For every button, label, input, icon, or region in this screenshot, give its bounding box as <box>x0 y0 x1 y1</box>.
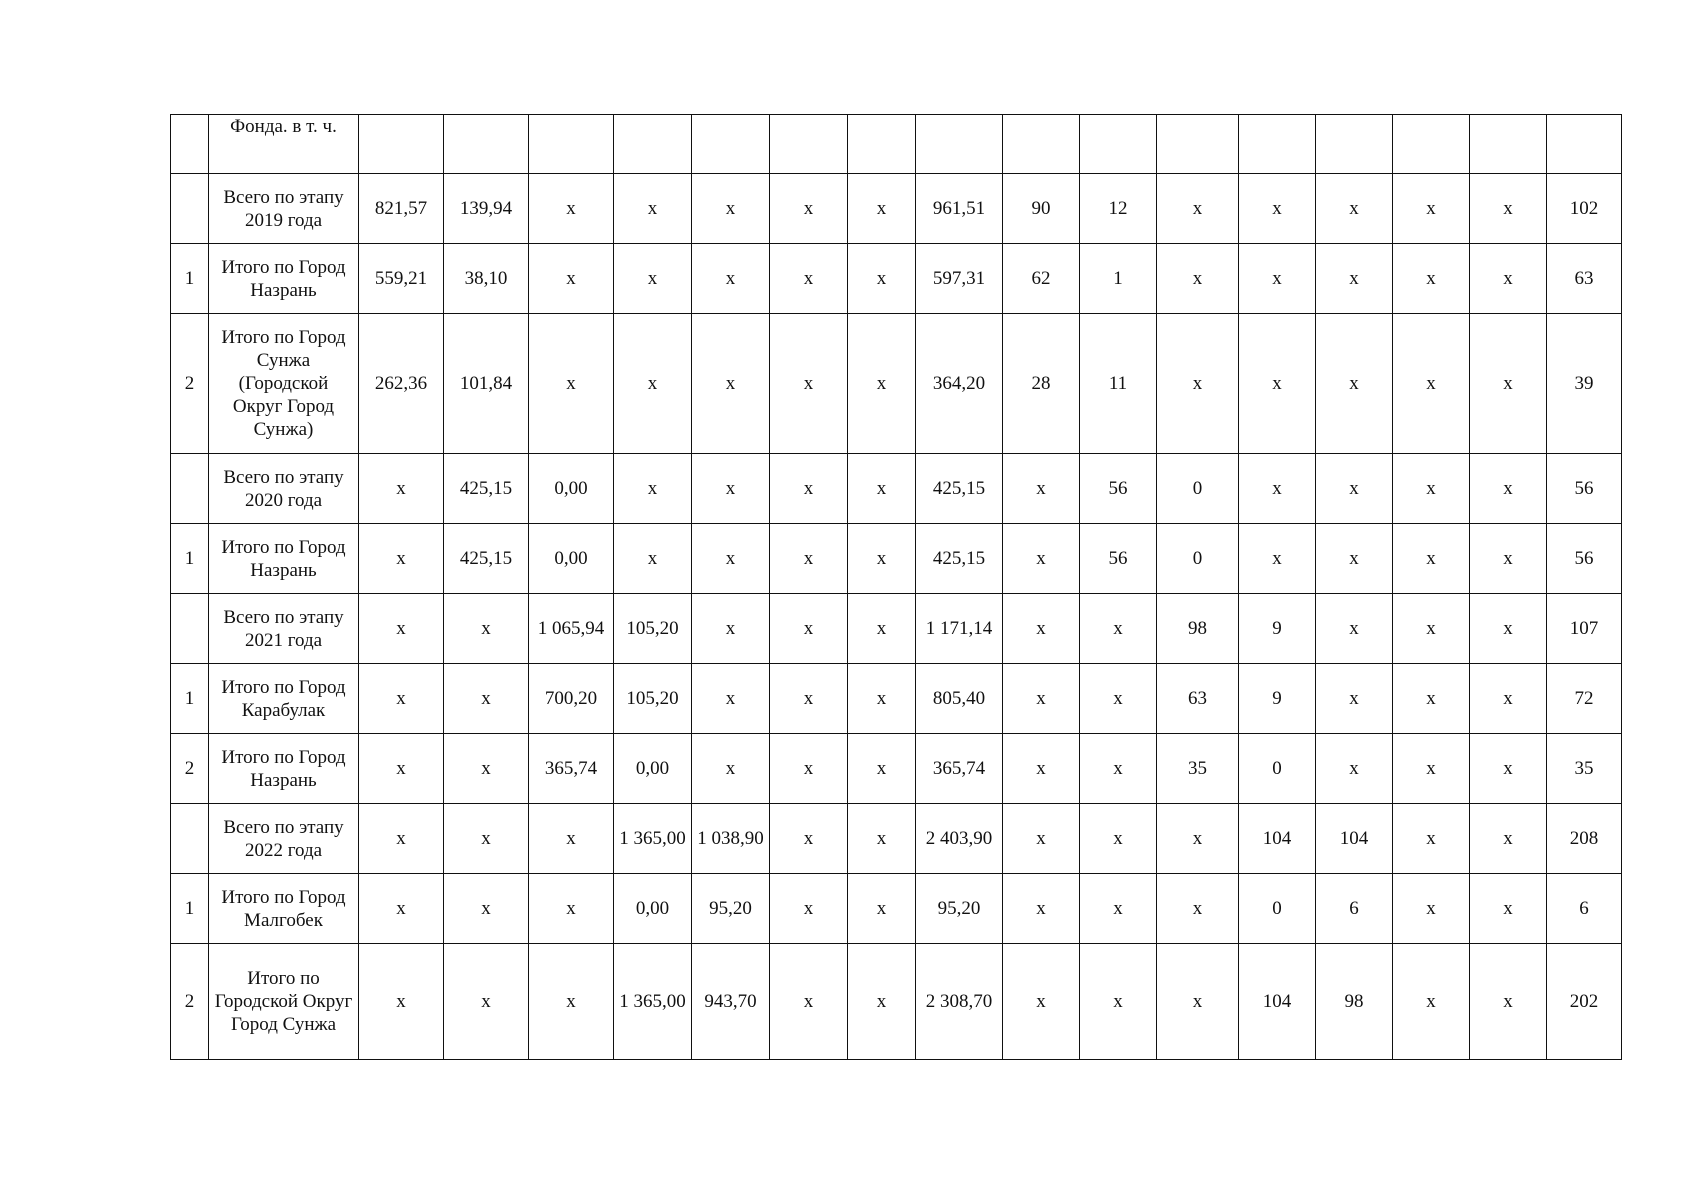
value-cell: 425,15 <box>444 454 529 524</box>
value-cell: x <box>359 874 444 944</box>
value-cell: x <box>1316 664 1393 734</box>
value-cell: x <box>1003 664 1080 734</box>
value-cell: 425,15 <box>916 454 1003 524</box>
row-name-cell: Всего по этапу 2020 года <box>209 454 359 524</box>
value-cell: x <box>1470 874 1547 944</box>
value-cell: 28 <box>1003 314 1080 454</box>
value-cell: x <box>444 944 529 1060</box>
table-body <box>171 115 1622 1060</box>
table-row <box>171 244 1622 314</box>
value-cell: 805,40 <box>916 664 1003 734</box>
table-row <box>171 944 1622 1060</box>
value-cell: 262,36 <box>359 314 444 454</box>
value-cell: x <box>770 734 848 804</box>
value-cell: x <box>1470 594 1547 664</box>
value-cell: x <box>692 174 770 244</box>
value-cell: x <box>770 174 848 244</box>
value-cell: x <box>1316 244 1393 314</box>
value-cell: x <box>1003 804 1080 874</box>
value-cell <box>1157 115 1239 174</box>
stage-total-row <box>171 804 1622 874</box>
row-name-cell: Всего по этапу 2022 года <box>209 804 359 874</box>
value-cell: x <box>692 594 770 664</box>
value-cell <box>916 115 1003 174</box>
value-cell: x <box>1316 734 1393 804</box>
value-cell: x <box>770 664 848 734</box>
value-cell: 101,84 <box>444 314 529 454</box>
value-cell: 2 308,70 <box>916 944 1003 1060</box>
value-cell: x <box>692 454 770 524</box>
table-row <box>171 734 1622 804</box>
value-cell: x <box>1316 174 1393 244</box>
row-name-cell: Всего по этапу 2019 года <box>209 174 359 244</box>
value-cell: x <box>848 664 916 734</box>
value-cell: x <box>614 174 692 244</box>
value-cell: x <box>848 314 916 454</box>
value-cell: 700,20 <box>529 664 614 734</box>
value-cell: x <box>1003 734 1080 804</box>
table-row <box>171 874 1622 944</box>
row-number-cell: 2 <box>171 314 209 454</box>
value-cell: x <box>1393 664 1470 734</box>
value-cell: 63 <box>1547 244 1622 314</box>
value-cell: 365,74 <box>916 734 1003 804</box>
stage-total-row <box>171 174 1622 244</box>
value-cell: 105,20 <box>614 664 692 734</box>
value-cell: x <box>770 594 848 664</box>
value-cell: 35 <box>1547 734 1622 804</box>
value-cell: 95,20 <box>916 874 1003 944</box>
value-cell: x <box>1470 174 1547 244</box>
row-name-cell: Итого по Город Сунжа (Городской Округ Город Сунжа) <box>209 314 359 454</box>
value-cell: x <box>1393 734 1470 804</box>
value-cell: 425,15 <box>916 524 1003 594</box>
value-cell: 105,20 <box>614 594 692 664</box>
value-cell: x <box>444 594 529 664</box>
value-cell: x <box>1157 944 1239 1060</box>
value-cell: 6 <box>1547 874 1622 944</box>
value-cell: x <box>1157 244 1239 314</box>
stage-total-row <box>171 454 1622 524</box>
row-name-cell: Итого по Город Назрань <box>209 244 359 314</box>
value-cell: x <box>770 244 848 314</box>
row-name-cell: Итого по Городской Округ Город Сунжа <box>209 944 359 1060</box>
value-cell: 961,51 <box>916 174 1003 244</box>
value-cell: x <box>529 874 614 944</box>
value-cell <box>1547 115 1622 174</box>
value-cell: 104 <box>1239 804 1316 874</box>
value-cell: x <box>770 944 848 1060</box>
value-cell: 425,15 <box>444 524 529 594</box>
value-cell: x <box>1393 174 1470 244</box>
row-number-cell <box>171 454 209 524</box>
value-cell: 202 <box>1547 944 1622 1060</box>
value-cell: x <box>359 734 444 804</box>
value-cell: 1 365,00 <box>614 804 692 874</box>
value-cell: 104 <box>1239 944 1316 1060</box>
value-cell: x <box>1239 314 1316 454</box>
value-cell: x <box>1080 874 1157 944</box>
value-cell: 72 <box>1547 664 1622 734</box>
value-cell: 38,10 <box>444 244 529 314</box>
value-cell: x <box>1239 244 1316 314</box>
value-cell: 364,20 <box>916 314 1003 454</box>
value-cell: 0 <box>1157 454 1239 524</box>
value-cell: x <box>1393 524 1470 594</box>
row-number-cell: 1 <box>171 244 209 314</box>
value-cell <box>529 115 614 174</box>
value-cell <box>692 115 770 174</box>
value-cell: x <box>529 944 614 1060</box>
value-cell: 597,31 <box>916 244 1003 314</box>
value-cell: 2 403,90 <box>916 804 1003 874</box>
row-number-cell <box>171 115 209 174</box>
value-cell: 0,00 <box>614 874 692 944</box>
value-cell: x <box>614 454 692 524</box>
value-cell: x <box>770 314 848 454</box>
value-cell: x <box>1393 244 1470 314</box>
value-cell: x <box>848 734 916 804</box>
value-cell: x <box>444 664 529 734</box>
value-cell: x <box>848 244 916 314</box>
value-cell: x <box>770 524 848 594</box>
value-cell: 208 <box>1547 804 1622 874</box>
value-cell: x <box>692 734 770 804</box>
value-cell: 0,00 <box>614 734 692 804</box>
value-cell: 56 <box>1547 524 1622 594</box>
row-number-cell: 2 <box>171 944 209 1060</box>
value-cell <box>1393 115 1470 174</box>
row-number-cell: 1 <box>171 874 209 944</box>
row-number-cell: 1 <box>171 524 209 594</box>
value-cell <box>444 115 529 174</box>
value-cell: x <box>1157 804 1239 874</box>
value-cell: x <box>614 524 692 594</box>
value-cell: x <box>1393 454 1470 524</box>
table-row <box>171 664 1622 734</box>
value-cell <box>614 115 692 174</box>
value-cell: x <box>359 454 444 524</box>
value-cell <box>1003 115 1080 174</box>
value-cell: x <box>1393 314 1470 454</box>
value-cell <box>1470 115 1547 174</box>
value-cell: 95,20 <box>692 874 770 944</box>
value-cell: x <box>444 804 529 874</box>
value-cell <box>1239 115 1316 174</box>
value-cell <box>359 115 444 174</box>
value-cell: x <box>1470 944 1547 1060</box>
row-number-cell <box>171 594 209 664</box>
value-cell: x <box>1003 524 1080 594</box>
value-cell: x <box>1393 944 1470 1060</box>
value-cell: x <box>1080 664 1157 734</box>
value-cell: x <box>1316 594 1393 664</box>
value-cell: 0,00 <box>529 524 614 594</box>
value-cell: x <box>692 664 770 734</box>
value-cell: x <box>359 664 444 734</box>
value-cell: x <box>529 804 614 874</box>
value-cell: x <box>1316 314 1393 454</box>
value-cell: 11 <box>1080 314 1157 454</box>
value-cell: x <box>1393 804 1470 874</box>
value-cell: x <box>1003 944 1080 1060</box>
value-cell: 943,70 <box>692 944 770 1060</box>
value-cell: 12 <box>1080 174 1157 244</box>
value-cell: 0 <box>1239 734 1316 804</box>
value-cell: x <box>848 174 916 244</box>
value-cell: x <box>848 874 916 944</box>
value-cell: x <box>692 524 770 594</box>
value-cell: x <box>1003 454 1080 524</box>
value-cell <box>848 115 916 174</box>
value-cell <box>770 115 848 174</box>
value-cell: x <box>359 804 444 874</box>
value-cell: 104 <box>1316 804 1393 874</box>
value-cell <box>1316 115 1393 174</box>
value-cell: 1 <box>1080 244 1157 314</box>
row-number-cell <box>171 174 209 244</box>
value-cell: x <box>1003 874 1080 944</box>
value-cell: x <box>1080 594 1157 664</box>
row-name-cell: Итого по Город Малгобек <box>209 874 359 944</box>
row-number-cell: 2 <box>171 734 209 804</box>
value-cell: x <box>1239 524 1316 594</box>
value-cell: 9 <box>1239 664 1316 734</box>
value-cell: x <box>848 804 916 874</box>
value-cell: 107 <box>1547 594 1622 664</box>
value-cell: x <box>1470 734 1547 804</box>
value-cell: x <box>1470 454 1547 524</box>
value-cell: x <box>770 454 848 524</box>
value-cell: x <box>1393 874 1470 944</box>
stage-total-row <box>171 594 1622 664</box>
value-cell: 62 <box>1003 244 1080 314</box>
value-cell: 102 <box>1547 174 1622 244</box>
row-number-cell <box>171 804 209 874</box>
value-cell: x <box>529 174 614 244</box>
value-cell: x <box>359 594 444 664</box>
value-cell <box>1080 115 1157 174</box>
row-name-cell: Фонда. в т. ч. <box>209 115 359 174</box>
value-cell: x <box>1239 174 1316 244</box>
value-cell: 39 <box>1547 314 1622 454</box>
value-cell: x <box>444 874 529 944</box>
value-cell: x <box>770 874 848 944</box>
value-cell: x <box>848 454 916 524</box>
value-cell: 365,74 <box>529 734 614 804</box>
value-cell: 139,94 <box>444 174 529 244</box>
value-cell: x <box>529 244 614 314</box>
value-cell: x <box>1470 524 1547 594</box>
value-cell: x <box>444 734 529 804</box>
row-name-cell: Всего по этапу 2021 года <box>209 594 359 664</box>
value-cell: x <box>692 314 770 454</box>
value-cell: 0 <box>1239 874 1316 944</box>
value-cell: x <box>1157 174 1239 244</box>
value-cell: x <box>848 594 916 664</box>
value-cell: x <box>1003 594 1080 664</box>
value-cell: x <box>848 944 916 1060</box>
value-cell: 9 <box>1239 594 1316 664</box>
value-cell: 1 171,14 <box>916 594 1003 664</box>
value-cell: 0,00 <box>529 454 614 524</box>
value-cell: x <box>1157 874 1239 944</box>
value-cell: 56 <box>1080 454 1157 524</box>
value-cell: x <box>1470 314 1547 454</box>
value-cell: 1 038,90 <box>692 804 770 874</box>
value-cell: 821,57 <box>359 174 444 244</box>
value-cell: 559,21 <box>359 244 444 314</box>
value-cell: x <box>1393 594 1470 664</box>
table-row <box>171 524 1622 594</box>
value-cell: x <box>1080 944 1157 1060</box>
value-cell: x <box>359 944 444 1060</box>
value-cell: 35 <box>1157 734 1239 804</box>
value-cell: 98 <box>1157 594 1239 664</box>
value-cell: 90 <box>1003 174 1080 244</box>
value-cell: x <box>359 524 444 594</box>
value-cell: 0 <box>1157 524 1239 594</box>
value-cell: x <box>1470 804 1547 874</box>
row-number-cell: 1 <box>171 664 209 734</box>
value-cell: x <box>1470 244 1547 314</box>
value-cell: x <box>1239 454 1316 524</box>
value-cell: x <box>529 314 614 454</box>
value-cell: 63 <box>1157 664 1239 734</box>
value-cell: x <box>1080 804 1157 874</box>
value-cell: 1 065,94 <box>529 594 614 664</box>
value-cell: x <box>1316 524 1393 594</box>
table-row <box>171 314 1622 454</box>
value-cell: 98 <box>1316 944 1393 1060</box>
value-cell: x <box>848 524 916 594</box>
value-cell: 1 365,00 <box>614 944 692 1060</box>
value-cell: 56 <box>1547 454 1622 524</box>
row-name-cell: Итого по Город Назрань <box>209 524 359 594</box>
value-cell: x <box>770 804 848 874</box>
value-cell: 56 <box>1080 524 1157 594</box>
value-cell: x <box>614 244 692 314</box>
value-cell: x <box>1316 454 1393 524</box>
row-name-cell: Итого по Город Карабулак <box>209 664 359 734</box>
data-table <box>170 114 1622 1060</box>
value-cell: x <box>1080 734 1157 804</box>
value-cell: x <box>692 244 770 314</box>
table-header-row <box>171 115 1622 174</box>
value-cell: x <box>614 314 692 454</box>
value-cell: x <box>1470 664 1547 734</box>
row-name-cell: Итого по Город Назрань <box>209 734 359 804</box>
value-cell: x <box>1157 314 1239 454</box>
value-cell: 6 <box>1316 874 1393 944</box>
